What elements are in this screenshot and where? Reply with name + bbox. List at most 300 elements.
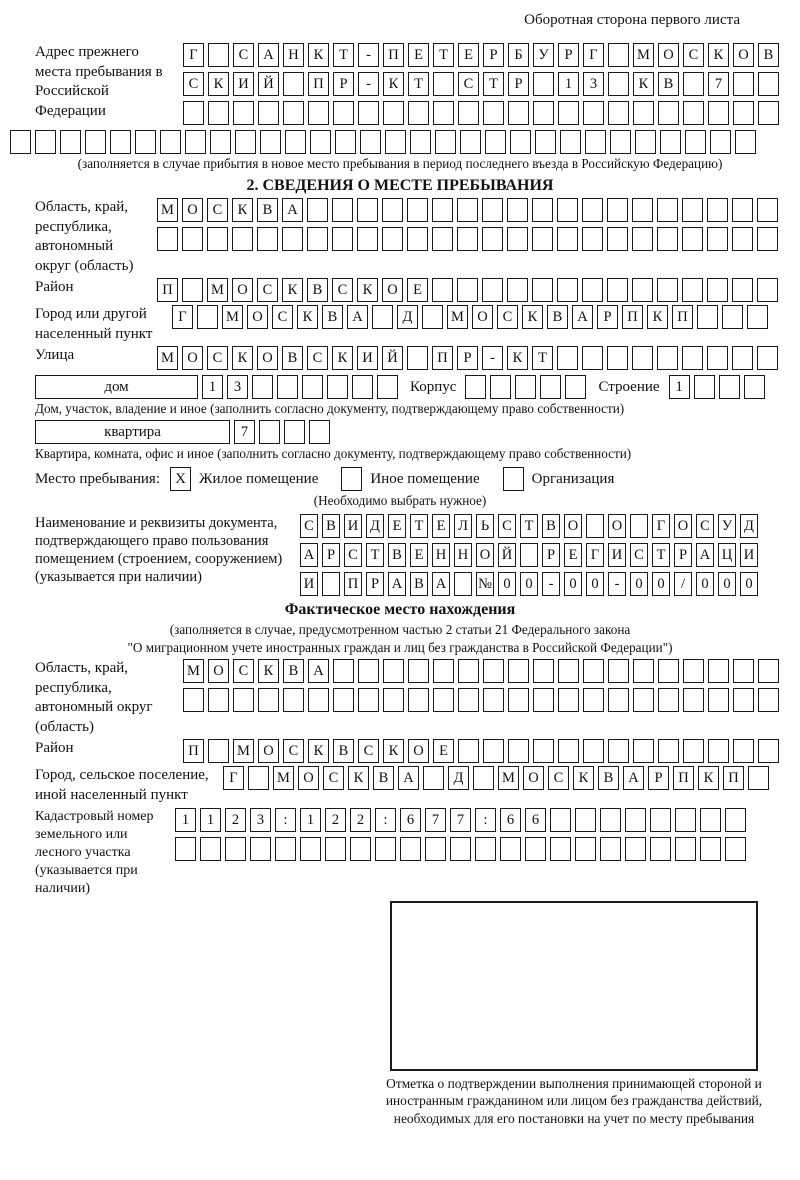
char-cell[interactable]: М (157, 346, 178, 370)
char-cell[interactable]: 1 (558, 72, 579, 96)
char-cell[interactable]: Р (648, 766, 669, 790)
char-cell[interactable]: Р (597, 305, 618, 329)
char-cell[interactable]: - (358, 72, 379, 96)
char-cell[interactable] (285, 130, 306, 154)
char-cell[interactable] (500, 837, 521, 861)
char-cell[interactable]: К (507, 346, 528, 370)
char-cell[interactable] (277, 375, 298, 399)
char-cell[interactable] (473, 766, 494, 790)
char-cell[interactable]: Е (458, 43, 479, 67)
char-cell[interactable] (407, 198, 428, 222)
char-cell[interactable] (632, 227, 653, 251)
char-cell[interactable] (458, 688, 479, 712)
char-cell[interactable]: О (298, 766, 319, 790)
char-cell[interactable]: Й (258, 72, 279, 96)
char-cell[interactable] (160, 130, 181, 154)
char-cell[interactable] (175, 837, 196, 861)
char-cell[interactable] (585, 130, 606, 154)
char-cell[interactable] (383, 688, 404, 712)
char-cell[interactable]: М (183, 659, 204, 683)
char-cell[interactable] (733, 688, 754, 712)
char-cell[interactable]: 6 (400, 808, 421, 832)
char-cell[interactable] (183, 688, 204, 712)
char-cell[interactable] (10, 130, 31, 154)
char-cell[interactable]: М (233, 739, 254, 763)
char-cell[interactable] (410, 130, 431, 154)
char-cell[interactable]: С (344, 543, 362, 567)
char-cell[interactable] (700, 808, 721, 832)
char-cell[interactable]: В (333, 739, 354, 763)
char-cell[interactable] (732, 346, 753, 370)
char-cell[interactable]: П (622, 305, 643, 329)
char-cell[interactable]: К (297, 305, 318, 329)
char-cell[interactable] (458, 739, 479, 763)
char-cell[interactable]: О (208, 659, 229, 683)
char-cell[interactable] (433, 101, 454, 125)
char-cell[interactable] (658, 101, 679, 125)
char-cell[interactable] (510, 130, 531, 154)
char-cell[interactable] (185, 130, 206, 154)
char-cell[interactable] (382, 227, 403, 251)
char-cell[interactable]: С (683, 43, 704, 67)
char-cell[interactable] (357, 198, 378, 222)
char-cell[interactable] (532, 227, 553, 251)
char-cell[interactable] (435, 130, 456, 154)
char-cell[interactable] (708, 739, 729, 763)
char-cell[interactable] (682, 227, 703, 251)
char-cell[interactable] (607, 227, 628, 251)
char-cell[interactable] (208, 43, 229, 67)
char-cell[interactable] (350, 837, 371, 861)
char-cell[interactable]: 1 (200, 808, 221, 832)
char-cell[interactable]: Д (397, 305, 418, 329)
char-cell[interactable]: 1 (202, 375, 223, 399)
char-cell[interactable]: С (300, 514, 318, 538)
char-cell[interactable] (732, 198, 753, 222)
char-cell[interactable] (694, 375, 715, 399)
char-cell[interactable]: К (633, 72, 654, 96)
char-cell[interactable] (557, 198, 578, 222)
char-cell[interactable] (332, 198, 353, 222)
char-cell[interactable] (135, 130, 156, 154)
char-cell[interactable]: О (658, 43, 679, 67)
char-cell[interactable]: С (630, 543, 648, 567)
char-cell[interactable] (710, 130, 731, 154)
char-cell[interactable] (558, 688, 579, 712)
char-cell[interactable] (632, 198, 653, 222)
char-cell[interactable] (608, 72, 629, 96)
char-cell[interactable] (475, 837, 496, 861)
char-cell[interactable] (707, 198, 728, 222)
char-cell[interactable]: 3 (583, 72, 604, 96)
char-cell[interactable]: 0 (520, 572, 538, 596)
char-cell[interactable]: Г (183, 43, 204, 67)
char-cell[interactable] (308, 101, 329, 125)
char-cell[interactable]: К (708, 43, 729, 67)
char-cell[interactable]: У (533, 43, 554, 67)
char-cell[interactable] (558, 659, 579, 683)
char-cell[interactable]: К (232, 198, 253, 222)
char-cell[interactable]: И (608, 543, 626, 567)
char-cell[interactable] (325, 837, 346, 861)
char-cell[interactable] (608, 43, 629, 67)
char-cell[interactable] (632, 278, 653, 302)
char-cell[interactable] (250, 837, 271, 861)
char-cell[interactable]: А (347, 305, 368, 329)
char-cell[interactable]: С (458, 72, 479, 96)
char-cell[interactable]: С (307, 346, 328, 370)
char-cell[interactable]: Т (433, 43, 454, 67)
char-cell[interactable] (358, 688, 379, 712)
char-cell[interactable] (423, 766, 444, 790)
char-cell[interactable]: Р (542, 543, 560, 567)
char-cell[interactable] (633, 659, 654, 683)
char-cell[interactable]: О (182, 198, 203, 222)
char-cell[interactable]: В (542, 514, 560, 538)
char-cell[interactable] (483, 688, 504, 712)
char-cell[interactable]: О (523, 766, 544, 790)
char-cell[interactable] (657, 198, 678, 222)
char-cell[interactable]: М (222, 305, 243, 329)
char-cell[interactable] (460, 130, 481, 154)
char-cell[interactable] (675, 837, 696, 861)
char-cell[interactable] (550, 837, 571, 861)
char-cell[interactable] (582, 346, 603, 370)
char-cell[interactable] (633, 739, 654, 763)
char-cell[interactable]: А (623, 766, 644, 790)
char-cell[interactable]: - (358, 43, 379, 67)
char-cell[interactable] (183, 101, 204, 125)
char-cell[interactable]: В (410, 572, 428, 596)
char-cell[interactable] (457, 227, 478, 251)
char-cell[interactable]: А (572, 305, 593, 329)
checkbox-organizaciya[interactable] (503, 467, 524, 491)
char-cell[interactable] (757, 198, 778, 222)
char-cell[interactable] (483, 739, 504, 763)
char-cell[interactable] (633, 101, 654, 125)
char-cell[interactable]: С (272, 305, 293, 329)
char-cell[interactable]: П (432, 346, 453, 370)
char-cell[interactable] (744, 375, 765, 399)
char-cell[interactable]: О (257, 346, 278, 370)
char-cell[interactable]: 2 (225, 808, 246, 832)
char-cell[interactable]: - (608, 572, 626, 596)
char-cell[interactable] (657, 227, 678, 251)
char-cell[interactable] (307, 198, 328, 222)
char-cell[interactable] (407, 346, 428, 370)
char-cell[interactable]: О (408, 739, 429, 763)
char-cell[interactable] (683, 659, 704, 683)
char-cell[interactable] (575, 837, 596, 861)
char-cell[interactable] (660, 130, 681, 154)
char-cell[interactable] (533, 101, 554, 125)
char-cell[interactable]: / (674, 572, 692, 596)
char-cell[interactable] (85, 130, 106, 154)
char-cell[interactable] (457, 198, 478, 222)
char-cell[interactable]: К (383, 739, 404, 763)
char-cell[interactable]: Р (457, 346, 478, 370)
char-cell[interactable]: К (647, 305, 668, 329)
char-cell[interactable]: 3 (250, 808, 271, 832)
char-cell[interactable] (557, 278, 578, 302)
char-cell[interactable]: О (674, 514, 692, 538)
char-cell[interactable] (432, 227, 453, 251)
char-cell[interactable] (758, 688, 779, 712)
char-cell[interactable]: И (357, 346, 378, 370)
char-cell[interactable]: С (497, 305, 518, 329)
char-cell[interactable]: С (207, 198, 228, 222)
char-cell[interactable] (233, 101, 254, 125)
char-cell[interactable]: 7 (450, 808, 471, 832)
char-cell[interactable] (60, 130, 81, 154)
char-cell[interactable]: П (723, 766, 744, 790)
char-cell[interactable]: М (207, 278, 228, 302)
char-cell[interactable]: О (608, 514, 626, 538)
char-cell[interactable]: И (344, 514, 362, 538)
char-cell[interactable] (583, 659, 604, 683)
char-cell[interactable]: К (698, 766, 719, 790)
char-cell[interactable] (182, 227, 203, 251)
char-cell[interactable] (607, 278, 628, 302)
char-cell[interactable] (35, 130, 56, 154)
char-cell[interactable] (608, 101, 629, 125)
char-cell[interactable]: О (247, 305, 268, 329)
char-cell[interactable]: В (758, 43, 779, 67)
char-cell[interactable] (408, 101, 429, 125)
char-cell[interactable] (508, 688, 529, 712)
char-cell[interactable] (407, 227, 428, 251)
char-cell[interactable]: Р (558, 43, 579, 67)
char-cell[interactable] (258, 688, 279, 712)
char-cell[interactable]: Т (652, 543, 670, 567)
char-cell[interactable]: М (633, 43, 654, 67)
char-cell[interactable] (758, 72, 779, 96)
char-cell[interactable] (650, 837, 671, 861)
char-cell[interactable]: Д (740, 514, 758, 538)
char-cell[interactable] (482, 227, 503, 251)
char-cell[interactable]: 0 (652, 572, 670, 596)
char-cell[interactable]: М (273, 766, 294, 790)
char-cell[interactable] (490, 375, 511, 399)
char-cell[interactable] (207, 227, 228, 251)
char-cell[interactable] (482, 278, 503, 302)
char-cell[interactable] (633, 688, 654, 712)
char-cell[interactable] (610, 130, 631, 154)
char-cell[interactable]: П (344, 572, 362, 596)
char-cell[interactable]: Н (432, 543, 450, 567)
char-cell[interactable]: А (282, 198, 303, 222)
char-cell[interactable] (607, 198, 628, 222)
char-cell[interactable] (525, 837, 546, 861)
char-cell[interactable] (758, 659, 779, 683)
char-cell[interactable]: 7 (708, 72, 729, 96)
char-cell[interactable]: 0 (718, 572, 736, 596)
char-cell[interactable]: Т (366, 543, 384, 567)
char-cell[interactable] (533, 739, 554, 763)
char-cell[interactable] (333, 659, 354, 683)
char-cell[interactable] (733, 659, 754, 683)
char-cell[interactable]: Е (410, 543, 428, 567)
char-cell[interactable]: В (547, 305, 568, 329)
char-cell[interactable] (550, 808, 571, 832)
char-cell[interactable] (408, 688, 429, 712)
char-cell[interactable]: - (542, 572, 560, 596)
char-cell[interactable]: Е (407, 278, 428, 302)
char-cell[interactable]: П (157, 278, 178, 302)
char-cell[interactable] (557, 346, 578, 370)
char-cell[interactable] (725, 808, 746, 832)
char-cell[interactable] (683, 101, 704, 125)
char-cell[interactable]: К (348, 766, 369, 790)
char-cell[interactable]: 1 (300, 808, 321, 832)
char-cell[interactable] (560, 130, 581, 154)
char-cell[interactable]: К (282, 278, 303, 302)
char-cell[interactable] (565, 375, 586, 399)
char-cell[interactable]: А (696, 543, 714, 567)
char-cell[interactable]: С (183, 72, 204, 96)
char-cell[interactable]: С (498, 514, 516, 538)
char-cell[interactable] (683, 72, 704, 96)
char-cell[interactable]: О (733, 43, 754, 67)
char-cell[interactable]: : (275, 808, 296, 832)
char-cell[interactable]: С (233, 659, 254, 683)
char-cell[interactable] (208, 101, 229, 125)
char-cell[interactable] (422, 305, 443, 329)
char-cell[interactable]: С (323, 766, 344, 790)
char-cell[interactable] (352, 375, 373, 399)
char-cell[interactable]: А (308, 659, 329, 683)
char-cell[interactable] (358, 659, 379, 683)
char-cell[interactable] (382, 198, 403, 222)
char-cell[interactable]: С (548, 766, 569, 790)
char-cell[interactable] (625, 837, 646, 861)
char-cell[interactable] (252, 375, 273, 399)
char-cell[interactable]: 7 (425, 808, 446, 832)
char-cell[interactable]: Е (564, 543, 582, 567)
char-cell[interactable]: Б (508, 43, 529, 67)
char-cell[interactable] (532, 278, 553, 302)
char-cell[interactable] (358, 101, 379, 125)
char-cell[interactable]: Р (508, 72, 529, 96)
char-cell[interactable]: Г (223, 766, 244, 790)
char-cell[interactable] (307, 227, 328, 251)
char-cell[interactable]: Е (408, 43, 429, 67)
char-cell[interactable]: К (522, 305, 543, 329)
char-cell[interactable]: О (476, 543, 494, 567)
char-cell[interactable] (575, 808, 596, 832)
char-cell[interactable] (608, 659, 629, 683)
char-cell[interactable] (533, 688, 554, 712)
char-cell[interactable]: 0 (498, 572, 516, 596)
char-cell[interactable]: А (258, 43, 279, 67)
char-cell[interactable]: Г (172, 305, 193, 329)
char-cell[interactable]: Т (408, 72, 429, 96)
char-cell[interactable]: М (447, 305, 468, 329)
char-cell[interactable] (450, 837, 471, 861)
char-cell[interactable]: С (696, 514, 714, 538)
char-cell[interactable]: Т (483, 72, 504, 96)
char-cell[interactable] (383, 101, 404, 125)
char-cell[interactable]: С (233, 43, 254, 67)
char-cell[interactable]: П (183, 739, 204, 763)
char-cell[interactable] (707, 227, 728, 251)
char-cell[interactable] (700, 837, 721, 861)
char-cell[interactable]: И (233, 72, 254, 96)
char-cell[interactable] (583, 739, 604, 763)
char-cell[interactable]: С (207, 346, 228, 370)
char-cell[interactable]: С (332, 278, 353, 302)
char-cell[interactable] (260, 130, 281, 154)
char-cell[interactable] (309, 420, 330, 444)
char-cell[interactable]: 6 (525, 808, 546, 832)
char-cell[interactable] (607, 346, 628, 370)
char-cell[interactable]: А (432, 572, 450, 596)
char-cell[interactable] (535, 130, 556, 154)
char-cell[interactable] (683, 739, 704, 763)
char-cell[interactable] (682, 346, 703, 370)
char-cell[interactable] (533, 659, 554, 683)
char-cell[interactable] (457, 278, 478, 302)
char-cell[interactable] (308, 688, 329, 712)
char-cell[interactable] (682, 198, 703, 222)
char-cell[interactable]: В (322, 514, 340, 538)
char-cell[interactable] (248, 766, 269, 790)
char-cell[interactable]: К (332, 346, 353, 370)
char-cell[interactable]: К (573, 766, 594, 790)
char-cell[interactable]: Е (388, 514, 406, 538)
char-cell[interactable] (733, 72, 754, 96)
char-cell[interactable] (482, 198, 503, 222)
char-cell[interactable] (658, 688, 679, 712)
char-cell[interactable]: М (498, 766, 519, 790)
char-cell[interactable]: П (308, 72, 329, 96)
char-cell[interactable]: Д (448, 766, 469, 790)
char-cell[interactable] (332, 227, 353, 251)
char-cell[interactable] (284, 420, 305, 444)
char-cell[interactable] (300, 837, 321, 861)
char-cell[interactable] (507, 278, 528, 302)
char-cell[interactable] (683, 688, 704, 712)
char-cell[interactable] (658, 659, 679, 683)
char-cell[interactable] (708, 659, 729, 683)
char-cell[interactable]: В (598, 766, 619, 790)
char-cell[interactable] (732, 278, 753, 302)
char-cell[interactable] (558, 739, 579, 763)
char-cell[interactable] (540, 375, 561, 399)
char-cell[interactable] (432, 278, 453, 302)
char-cell[interactable] (210, 130, 231, 154)
char-cell[interactable]: : (375, 808, 396, 832)
char-cell[interactable] (747, 305, 768, 329)
char-cell[interactable]: В (257, 198, 278, 222)
char-cell[interactable] (283, 72, 304, 96)
char-cell[interactable] (608, 739, 629, 763)
char-cell[interactable]: К (258, 659, 279, 683)
char-cell[interactable] (225, 837, 246, 861)
char-cell[interactable] (675, 808, 696, 832)
char-cell[interactable] (335, 130, 356, 154)
char-cell[interactable] (483, 659, 504, 683)
char-cell[interactable]: Р (674, 543, 692, 567)
char-cell[interactable] (433, 72, 454, 96)
char-cell[interactable]: Т (410, 514, 428, 538)
char-cell[interactable]: Г (583, 43, 604, 67)
char-cell[interactable] (383, 659, 404, 683)
char-cell[interactable] (697, 305, 718, 329)
char-cell[interactable]: К (357, 278, 378, 302)
char-cell[interactable]: 0 (564, 572, 582, 596)
char-cell[interactable] (433, 688, 454, 712)
